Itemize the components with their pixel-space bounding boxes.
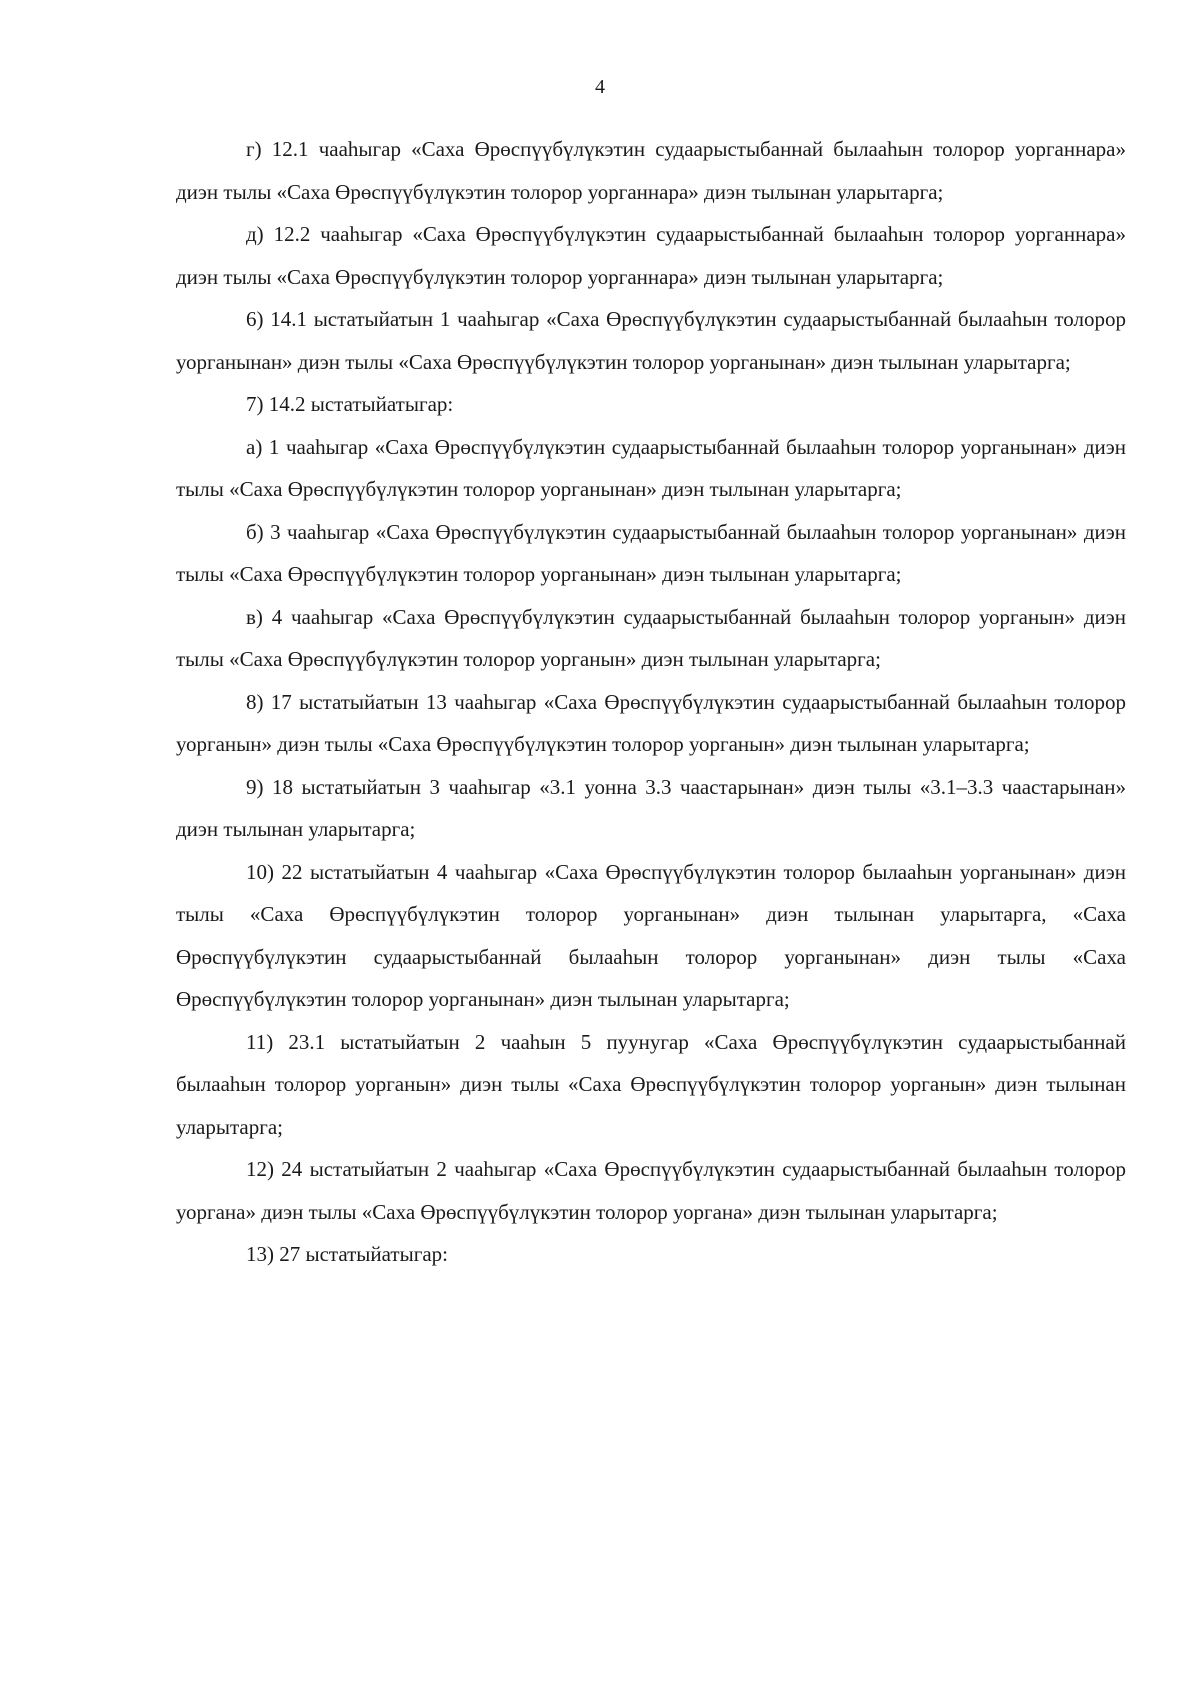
document-body — [176, 128, 1126, 1276]
paragraph-9: 9) 18 ыстатыйатын 3 чааһыгар «3.1 уонна 3.3 чаастарынан» диэн тылы «3.1–3.3 чаастарынан» диэн тылынан уларытарга; — [176, 774, 1126, 841]
paragraph-7a: а) 1 чааһыгар «Саха Өрөспүүбүлүкэтин судаарыстыбаннай былааһын толорор уорганынан» диэн тылы «Саха Өрөспүүбүлүкэтин толорор уорганынан» диэн тылынан уларытарга; — [176, 434, 1126, 501]
paragraph-8: 8) 17 ыстатыйатын 13 чааһыгар «Саха Өрөспүүбүлүкэтин судаарыстыбаннай былааһын толорор уорганын» диэн тылы «Саха Өрөспүүбүлүкэтин толорор уорганын» диэн тылынан уларытарга; — [176, 689, 1126, 756]
paragraph-g: г) 12.1 чааһыгар «Саха Өрөспүүбүлүкэтин судаарыстыбаннай былааһын толорор уорганнара» диэн тылы «Саха Өрөспүүбүлүкэтин толорор уорганнара» диэн тылынан уларытарга; — [176, 137, 1126, 204]
paragraph-10: 10) 22 ыстатыйатын 4 чааһыгар «Саха Өрөспүүбүлүкэтин толорор былааһын уорганынан» диэн тылы «Саха Өрөспүүбүлүкэтин толорор уорганынан» диэн тылынан уларытарга, «Саха Өрөспүүбүлүкэтин судаарыстыбаннай былааһын толорор уорганынан» диэн тылы «Саха Өрөспүүбүлүкэтин толорор уорганынан» диэн тылынан уларытарга; — [176, 859, 1126, 1011]
paragraph-7: 7) 14.2 ыстатыйатыгар: — [246, 392, 454, 416]
paragraph-6: 6) 14.1 ыстатыйатын 1 чааһыгар «Саха Өрөспүүбүлүкэтин судаарыстыбаннай былааһын толорор уорганынан» диэн тылы «Саха Өрөспүүбүлүкэтин толорор уорганынан» диэн тылынан уларытарга; — [176, 307, 1126, 374]
page-number: 4 — [595, 76, 605, 98]
paragraph-7b: б) 3 чааһыгар «Саха Өрөспүүбүлүкэтин судаарыстыбаннай былааһын толорор уорганынан» диэн тылы «Саха Өрөспүүбүлүкэтин толорор уорганынан» диэн тылынан уларытарга; — [176, 519, 1126, 586]
paragraph-12: 12) 24 ыстатыйатын 2 чааһыгар «Саха Өрөспүүбүлүкэтин судаарыстыбаннай былааһын толорор уоргана» диэн тылы «Саха Өрөспүүбүлүкэтин толорор уоргана» диэн тылынан уларытарга; — [176, 1157, 1126, 1224]
paragraph-13: 13) 27 ыстатыйатыгар: — [246, 1242, 448, 1266]
paragraph-11: 11) 23.1 ыстатыйатын 2 чааһын 5 пуунугар «Саха Өрөспүүбүлүкэтин судаарыстыбаннай былааһын толорор уорганын» диэн тылы «Саха Өрөспүүбүлүкэтин толорор уорганын» диэн тылынан уларытарга; — [176, 1029, 1126, 1139]
paragraph-d: д) 12.2 чааһыгар «Саха Өрөспүүбүлүкэтин судаарыстыбаннай былааһын толорор уорганнара» диэн тылы «Саха Өрөспүүбүлүкэтин толорор уорганнара» диэн тылынан уларытарга; — [176, 222, 1126, 289]
paragraph-7v: в) 4 чааһыгар «Саха Өрөспүүбүлүкэтин судаарыстыбаннай былааһын толорор уорганын» диэн тылы «Саха Өрөспүүбүлүкэтин толорор уорганын» диэн тылынан уларытарга; — [176, 604, 1126, 671]
